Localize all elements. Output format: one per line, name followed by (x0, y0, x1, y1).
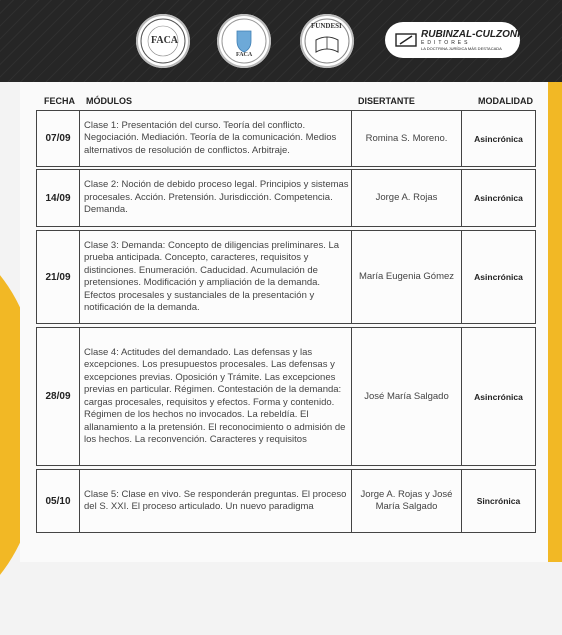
logo-text: FACA (236, 52, 253, 58)
publisher-book-icon (395, 32, 417, 48)
row-mode: Asincrónica (474, 133, 523, 144)
row-mode: Asincrónica (474, 193, 523, 203)
decorative-yellow-strip-right (548, 82, 562, 562)
faca-federation-seal (136, 14, 190, 68)
table-row (36, 169, 536, 227)
row-date: 05/10 (37, 470, 80, 532)
row-date: 28/09 (37, 328, 80, 465)
header-banner (0, 0, 562, 82)
row-module: Clase 1: Presentación del curso. Teoría del conflicto. Negociación. Mediación. Teoría de la comunicación. Medios alternativos de resolución de conflictos. Arbitraje. (80, 111, 352, 166)
row-mode: Sincrónica (476, 496, 521, 506)
rubinzal-culzoni-logo (385, 22, 520, 58)
row-module: Clase 2: Noción de debido proceso legal. Principios y sistemas procesales. Acción. Pretensión. Jurisdicción. Competencia. Demanda. (80, 170, 352, 226)
row-mode: Asincrónica (474, 272, 523, 282)
row-date: 21/09 (37, 231, 80, 323)
row-module: Clase 5: Clase en vivo. Se responderán preguntas. El proceso del S. XXI. El proceso articulado. Un nuevo paradigma (80, 470, 352, 532)
row-speaker: María Eugenia Gómez (352, 231, 462, 323)
header-fecha: FECHA (44, 96, 75, 106)
row-module: Clase 3: Demanda: Concepto de diligencias preliminares. La prueba anticipada. Concepto, caracteres, requisitos y distinciones. Enumeración. Caducidad. Acumulación de pretensiones. Modificación y ampliación de la demanda. Efectos procesales y sustanciales de la presentación y notificación de la demanda. (80, 231, 352, 323)
table-row (36, 110, 536, 167)
header-modulos: MÓDULOS (86, 96, 132, 106)
fundesi-logo (300, 14, 354, 68)
row-module: Clase 4: Actitudes del demandado. Las defensas y las excepciones. Los presupuestos procesales. Las defensas y excepciones previas. Oposición y Trámite. Las excepciones previas en particular. Régimen. Contestación de la demanda: cargas procesales, requisitos y efectos. Forma y contenido. Régimen de los hechos no invocados. La rebeldía. El allanamiento a la pretensión. El reconocimiento o admisión de los hechos. La reconvención. Caracteres y requisitos (80, 328, 352, 465)
row-mode: Asincrónica (474, 391, 523, 402)
table-row (36, 469, 536, 533)
logo-text: FACA (151, 35, 179, 46)
row-speaker: Jorge A. Rojas y José María Salgado (352, 470, 462, 532)
header-modalidad: MODALIDAD (478, 96, 533, 106)
publisher-subtitle: EDITORES (421, 39, 471, 46)
header-disertante: DISERTANTE (358, 96, 415, 106)
row-speaker: Jorge A. Rojas (352, 170, 462, 226)
faca-round-logo (217, 14, 271, 68)
row-speaker: Romina S. Moreno. (352, 111, 462, 166)
publisher-tagline: LA DOCTRINA JURÍDICA MÁS DESTACADA (421, 45, 502, 51)
row-date: 07/09 (37, 111, 80, 166)
logo-text: FUNDESI (311, 22, 342, 30)
row-date: 14/09 (37, 170, 80, 226)
table-row (36, 327, 536, 466)
publisher-title: RUBINZAL-CULZONI (421, 28, 520, 40)
shield-icon (219, 16, 269, 66)
table-row (36, 230, 536, 324)
row-speaker: José María Salgado (352, 328, 462, 465)
